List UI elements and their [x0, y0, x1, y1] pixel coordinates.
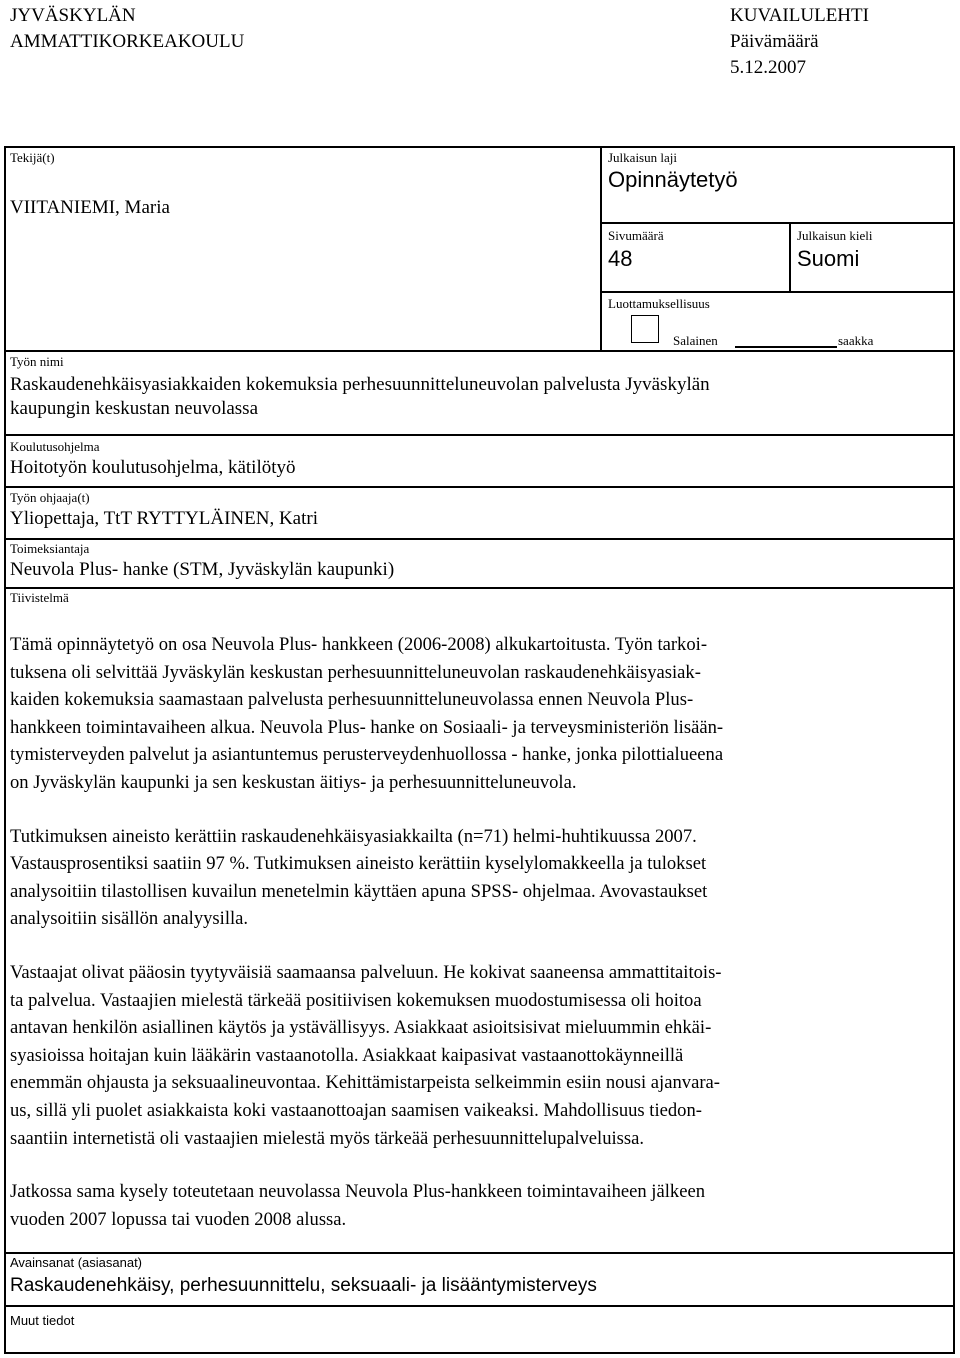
abstract-line: Jatkossa sama kysely toteutetaan neuvolassa Neuvola Plus-hankkeen toimintavaiheen jälkeen [10, 1181, 705, 1203]
abstract-paragraph [10, 959, 950, 1152]
title-value [10, 373, 940, 421]
abstract-line: Tämä opinnäytetyö on osa Neuvola Plus- hankkeen (2006-2008) alkukartoitusta. Työn tarkoi- [10, 634, 708, 655]
abstract-line: saantiin internetistä oli vastaajien mielestä myös tärkeää perhesuunnittelupalveluissa. [10, 1127, 645, 1149]
abstract-line: hankkeen toimintavaiheen alkua. Neuvola Plus- hanke on Sosiaali- ja terveysministeriön lisään- [10, 716, 724, 738]
abstract-paragraph [10, 631, 950, 797]
abstract-line: Tutkimuksen aineisto kerättiin raskaudenehkäisyasiakkailta (n=71) helmi-huhtikuussa 2007. [10, 825, 697, 847]
document-type: KUVAILULEHTI [730, 5, 869, 26]
divider-abstract [4, 587, 955, 589]
title-label: Työn nimi [10, 354, 64, 369]
page-count-label: Sivumäärä [608, 228, 664, 243]
abstract-line: analysoitiin tilastollisen kuvailun menetelmin käyttäen apuna SPSS- ohjelmaa. Avovastaukset [10, 880, 708, 902]
abstract-line: antavan henkilön asiallinen käytös ja ystävällisyys. Asiakkaat asioitsisivat mieluummin ehkäi- [10, 1017, 712, 1039]
publication-type-value: Opinnäytetyö [608, 167, 738, 192]
divider-degree [4, 434, 955, 436]
supervisor-value: Yliopettaja, TtT RYTTYLÄINEN, Katri [10, 508, 318, 529]
language-value: Suomi [797, 246, 860, 271]
abstract-label: Tiivistelmä [10, 590, 69, 605]
divider-supervisor [4, 486, 955, 488]
divider-pages [600, 291, 955, 293]
commissioner-value: Neuvola Plus- hanke (STM, Jyväskylän kaupunki) [10, 559, 395, 580]
language-label: Julkaisun kieli [797, 228, 873, 243]
secret-label: Salainen [673, 333, 718, 348]
date-label: Päivämäärä [730, 31, 819, 52]
degree-value: Hoitotyön koulutusohjelma, kätilötyö [10, 457, 296, 478]
title-line-2: kaupungin keskustan neuvolassa [10, 398, 259, 419]
abstract-line: Vastaajat olivat pääosin tyytyväisiä saamaansa palveluun. He kokivat saaneensa ammattitaitois- [10, 961, 722, 983]
confidentiality-label: Luottamuksellisuus [608, 296, 710, 311]
abstract-paragraph [10, 1178, 950, 1233]
school-name-line2: AMMATTIKORKEAKOULU [10, 31, 245, 52]
abstract-line: Vastausprosentiksi saatiin 97 %. Tutkimuksen aineisto kerättiin kyselylomakkeella ja tulokset [10, 853, 707, 875]
author-value: VIITANIEMI, Maria [10, 197, 170, 218]
publication-type-label: Julkaisun laji [608, 150, 677, 165]
school-name [10, 3, 244, 55]
abstract-body [10, 631, 950, 1233]
abstract-line: vuoden 2007 lopussa tai vuoden 2008 alussa. [10, 1208, 347, 1230]
keywords-label: Avainsanat (asiasanat) [10, 1255, 143, 1270]
abstract-line: analysoitiin sisällön analyysilla. [10, 908, 249, 930]
document-header [730, 3, 869, 81]
abstract-line: tuksena oli selvittää Jyväskylän keskustan perhesuunnitteluneuvolan raskaudenehkäisyasiak- [10, 661, 701, 683]
commissioner-label: Toimeksiantaja [10, 541, 90, 556]
abstract-paragraph [10, 823, 950, 933]
abstract-line: on Jyväskylän kaupunki ja sen keskustan äitiys- ja perhesuunnitteluneuvola. [10, 771, 577, 793]
degree-label: Koulutusohjelma [10, 439, 100, 454]
title-line-1: Raskaudenehkäisyasiakkaiden kokemuksia perhesuunnitteluneuvolan palvelusta Jyväskylän [10, 374, 710, 395]
divider-type [600, 222, 955, 224]
author-label: Tekijä(t) [10, 150, 55, 165]
divider-pages-language [789, 222, 791, 292]
abstract-line: us, sillä yli puolet asiakkaista koki vastaanottoajan saamisen vaikeaksi. Mahdollisuus tiedon- [10, 1099, 702, 1121]
divider-commissioner [4, 538, 955, 540]
divider-title [4, 350, 955, 352]
date-value: 5.12.2007 [730, 57, 806, 78]
school-name-line1: JYVÄSKYLÄN [10, 5, 136, 26]
divider-keywords [4, 1252, 955, 1254]
abstract-line: enemmän ohjausta ja seksuaalineuvontaa. Kehittämistarpeista selkeimmin esiin nousi ajanvara- [10, 1072, 720, 1094]
until-label: saakka [838, 333, 874, 348]
supervisor-label: Työn ohjaaja(t) [10, 490, 90, 505]
abstract-line: ta palvelua. Vastaajien mielestä tärkeää positiivisen kokemuksen muodostumisessa oli hoitoa [10, 989, 702, 1011]
abstract-line: tymisterveyden palvelut ja asiantuntemus perusterveydenhuollossa - hanke, jonka pilottialueena [10, 744, 724, 766]
page-count-value: 48 [608, 246, 633, 271]
secret-until-line [735, 346, 837, 348]
divider-vertical-main [600, 146, 602, 352]
secret-checkbox[interactable] [631, 315, 659, 343]
abstract-line: kaiden kokemuksia saamastaan palvelusta perhesuunnitteluneuvolassa ennen Neuvola Plus- [10, 689, 694, 711]
divider-other-info [4, 1305, 955, 1307]
abstract-line: syasioissa hoitajan kuin lääkärin vastaanotolla. Asiakkaat kaipasivat vastaanottokäynneillä [10, 1044, 684, 1066]
keywords-value: Raskaudenehkäisy, perhesuunnittelu, seksuaali- ja lisääntymisterveys [10, 1275, 597, 1296]
other-info-label: Muut tiedot [10, 1313, 75, 1328]
